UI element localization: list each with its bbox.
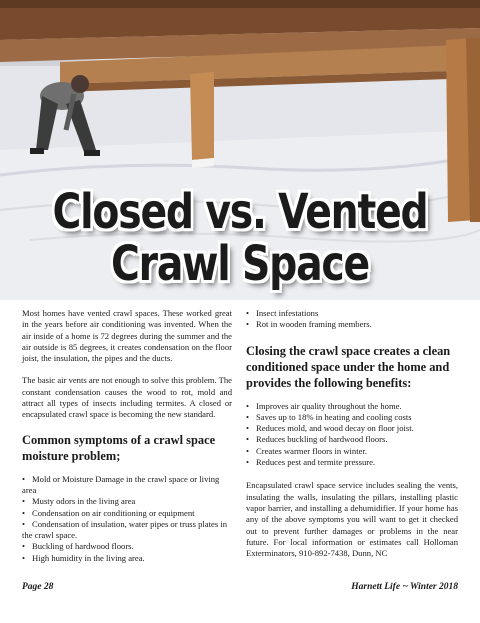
continued-symptoms-list — [246, 308, 458, 331]
benefits-heading: Closing the crawl space creates a clean conditioned space under the home and provides the following benefits: — [246, 343, 451, 390]
list-item: • Condensation of insulation, water pipes or truss plates in the crawl space. — [22, 518, 228, 541]
publication-name: Harnett Life ~ Winter 2018 — [351, 582, 458, 592]
list-item: • Insect infestations — [246, 308, 319, 318]
list-item: • Musty odors in the living area — [22, 496, 136, 507]
benefits-list — [246, 401, 458, 469]
headline-line-2: Crawl Space — [111, 236, 369, 292]
page-number: Page 28 — [22, 582, 54, 592]
headline-line-1: Closed vs. Vented — [52, 184, 428, 240]
hero-photo — [0, 0, 480, 300]
list-item: • Mold or Moisture Damage in the crawl space or living area — [22, 473, 220, 495]
symptoms-list — [22, 474, 232, 564]
list-item: • Buckling of hardwood floors. — [22, 541, 134, 552]
list-item: • Improves air quality throughout the home. — [246, 400, 402, 411]
left-column — [22, 308, 232, 576]
list-item: • Saves up to 18% in heating and cooling costs — [246, 411, 412, 422]
list-item: • Reduces mold, and wood decay on floor joist. — [246, 423, 414, 434]
right-column — [246, 308, 458, 570]
closing-paragraph: Encapsulated crawl space service includes sealing the vents, insulating the walls, insulating the pillars, installing plastic vapor barrier, and installing a dehumidifier. If your home has any of the above symptoms you will want to get it checked out to prevent further damages or problems in the near future. For local information or estimates call Holloman Exterminators, 910-892-7438, Dunn, NC — [246, 480, 458, 559]
list-item: • Condensation on air conditioning or equipment — [22, 507, 195, 518]
list-item: • Reduces pest and termite pressure. — [246, 457, 376, 468]
list-item: • Creates warmer floors in winter. — [246, 445, 367, 456]
list-item: • Reduces buckling of hardwood floors. — [246, 434, 388, 445]
list-item: • High humidity in the living area. — [22, 552, 145, 563]
list-item: • Rot in wooden framing members. — [246, 319, 372, 330]
symptoms-heading: Common symptoms of a crawl space moisture problem; — [22, 432, 216, 463]
problem-paragraph: The basic air vents are not enough to solve this problem. The constant condensation causes the wood to rot, mold and attract all types of insects including termites. A closed or encapsulated crawl space is becoming the new standard. — [22, 375, 232, 420]
intro-paragraph: Most homes have vented crawl spaces. These worked great in the years before air conditioning was invented. When the air inside of a home is 72 degrees during the summer and the air outside is 85 degrees, it creates condensation on the floor joist, the insulation, the pipes and the ducts. — [22, 308, 232, 364]
